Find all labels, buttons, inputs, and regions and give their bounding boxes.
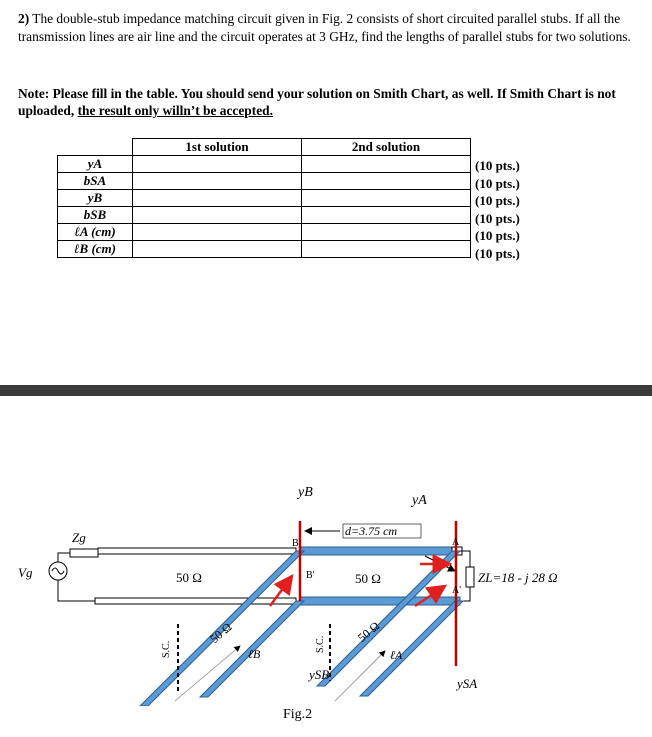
- label-lB: ℓB: [248, 647, 261, 661]
- row-label-bSA: bSA: [58, 173, 133, 190]
- points-label: (10 pts.): [475, 193, 520, 208]
- table-header-row: [58, 139, 471, 156]
- wire-bottom: [58, 580, 95, 601]
- cell-yB-1[interactable]: [133, 190, 302, 207]
- points-column: [475, 157, 520, 262]
- cell-lA-2[interactable]: [302, 224, 471, 241]
- cell-bSB-1[interactable]: [133, 207, 302, 224]
- points-label: (10 pts.): [475, 175, 520, 191]
- voltage-source-icon: [49, 562, 67, 580]
- circuit-figure: [0, 396, 652, 706]
- main-line-bottom: [95, 598, 296, 604]
- cell-yB-2[interactable]: [302, 190, 471, 207]
- label-ySB: ySB: [309, 667, 330, 682]
- line-BA-top: [300, 547, 452, 555]
- label-yA: yA: [412, 493, 427, 508]
- figure-caption: Fig.2: [283, 707, 313, 722]
- line-BA-bottom: [300, 597, 460, 605]
- row-label-yA: yA: [58, 156, 133, 173]
- table-header-2nd: 2nd solution: [302, 139, 471, 156]
- label-sc-1: S.C.: [161, 640, 172, 658]
- row-label-lB: ℓB (cm): [58, 241, 133, 258]
- label-zg: Zg: [72, 530, 86, 545]
- main-line-top: [98, 548, 296, 554]
- points-label: (10 pts.): [475, 158, 520, 173]
- table-row: [58, 190, 471, 207]
- points-label: (10 pts.): [475, 245, 520, 261]
- cell-bSA-1[interactable]: [133, 173, 302, 190]
- note: [18, 85, 638, 119]
- load-resistor-icon: [466, 567, 474, 587]
- points-label: (10 pts.): [475, 228, 520, 243]
- cell-yA-2[interactable]: [302, 156, 471, 173]
- points-label: (10 pts.): [475, 210, 520, 226]
- resistor-zg-icon: [70, 549, 98, 557]
- note-prefix: Note: Please fill in the table. You should send your solution on Smith Chart, as well. If Smith Chart is not uploaded,: [18, 86, 616, 118]
- table-row: [58, 241, 471, 258]
- note-underlined: the result only willn’t be accepted.: [77, 103, 273, 118]
- table-header-1st: 1st solution: [133, 139, 302, 156]
- solution-table: [57, 138, 471, 258]
- node-Bp: B': [306, 570, 315, 581]
- label-z0-stub-a: 50 Ω: [354, 618, 383, 645]
- cell-lA-1[interactable]: [133, 224, 302, 241]
- node-A: A: [452, 537, 460, 548]
- table-row: [58, 173, 471, 190]
- label-ySA: ySA: [457, 676, 478, 691]
- label-lA: ℓA: [390, 648, 403, 662]
- node-B: B: [292, 538, 299, 549]
- section-divider: [0, 385, 652, 396]
- node-Ap: A': [452, 585, 462, 596]
- row-label-bSB: bSB: [58, 207, 133, 224]
- wire-top: [58, 553, 70, 562]
- problem-number: 2): [18, 11, 30, 26]
- cell-yA-1[interactable]: [133, 156, 302, 173]
- table-row: [58, 156, 471, 173]
- label-sc-2: S.C.: [315, 635, 326, 653]
- cell-bSA-2[interactable]: [302, 173, 471, 190]
- label-z0-main: 50 Ω: [176, 570, 202, 585]
- label-z0-line: 50 Ω: [355, 571, 381, 586]
- label-distance: d=3.75 cm: [345, 524, 398, 538]
- problem-text: The double-stub impedance matching circuit given in Fig. 2 consists of short circuited parallel stubs. If all the transmission lines are air line and the circuit operates at 3 GHz, find the lengths of parallel stubs for two solutions.: [18, 11, 631, 44]
- stub-A-lower: [360, 601, 463, 696]
- label-z0-stub-b: 50 Ω: [207, 619, 235, 646]
- label-load: ZL=18 - j 28 Ω: [478, 570, 558, 585]
- label-yB: yB: [298, 485, 313, 500]
- table-row: [58, 207, 471, 224]
- table-header-blank: [58, 139, 133, 156]
- problem-statement: [18, 10, 638, 46]
- cell-lB-2[interactable]: [302, 241, 471, 258]
- row-label-lA: ℓA (cm): [58, 224, 133, 241]
- row-label-yB: yB: [58, 190, 133, 207]
- cell-bSB-2[interactable]: [302, 207, 471, 224]
- table-row: [58, 224, 471, 241]
- label-vg: Vg: [18, 565, 33, 580]
- cell-lB-1[interactable]: [133, 241, 302, 258]
